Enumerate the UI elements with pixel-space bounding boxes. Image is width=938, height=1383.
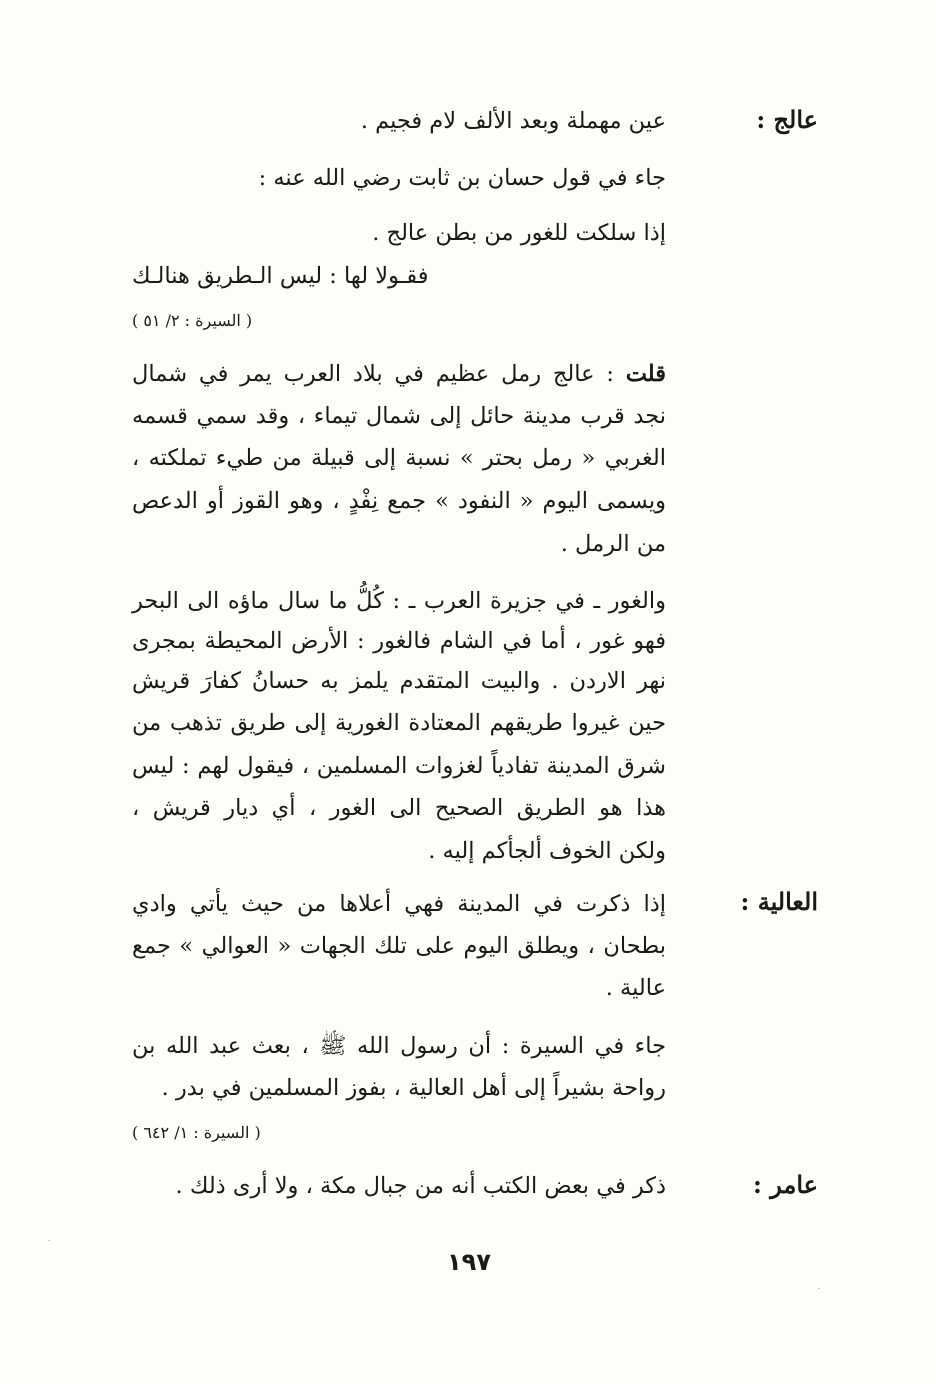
page-number: ١٩٧ <box>447 1248 491 1276</box>
entry-line: جاء في قول حسان بن ثابت رضي الله عنه : <box>258 165 666 191</box>
entry-line: إذا ذكرت في المدينة فهي أعلاها من حيث يأتي وادي <box>132 891 666 917</box>
para-line: والغور ـ في جزيرة العرب ـ : كُلُّ ما سال ماؤه الى البحر <box>132 588 666 614</box>
entry-line: ذكر في بعض الكتب أنه من جبال مكة ، ولا أرى ذلك . <box>175 1173 666 1199</box>
entry-line: بطحان ، ويطلق اليوم على تلك الجهات « العوالي » جمع <box>132 933 666 959</box>
note-line: قلت : عالج رمل عظيم في بلاد العرب يمر في شمال <box>132 361 666 387</box>
poem-line: فقـولا لها : ليس الـطريق هنالـك <box>132 263 429 289</box>
entry-line: عين مهملة وبعد الألف لام فجيم . <box>360 108 666 134</box>
scan-speck <box>818 1288 820 1289</box>
note-line: الغربي « رمل بحتر » نسبة إلى قبيلة من طيء تملكته ، <box>132 445 666 471</box>
quote-line: جاء في السيرة : أن رسول الله ﷺ ، بعث عبد الله بن <box>132 1033 666 1059</box>
para-line: شرق المدينة تفادياً لغزوات المسلمين ، فيقول لهم : ليس <box>132 753 666 779</box>
citation: ( السيرة : ٢/ ٥١ ) <box>132 311 253 330</box>
headword-amir: عامر : <box>753 1170 818 1199</box>
note-line: من الرمل . <box>560 531 666 557</box>
poem-line: إذا سلكت للغور من بطن عالج . <box>372 220 666 246</box>
note-lead: قلت <box>625 361 666 387</box>
headword-alij: عالج : <box>756 105 818 134</box>
para-line: هذا هو الطريق الصحيح الى الغور ، أي ديار قريش ، <box>132 795 666 821</box>
para-line: فهو غور ، أما في الشام فالغور : الأرض المحيطة بمجرى <box>132 628 666 654</box>
scan-speck <box>48 1240 50 1241</box>
entry-line: عالية . <box>605 975 666 1001</box>
para-line: ولكن الخوف ألجأكم إليه . <box>428 838 666 864</box>
note-line: ويسمى اليوم « النفود » جمع نِفْدٍ ، وهو القوز أو الدعص <box>132 488 666 514</box>
para-line: نهر الاردن . والبيت المتقدم يلمز به حسانُ كفارَ قريش <box>132 668 666 694</box>
headword-aliya: العالية : <box>740 887 818 916</box>
quote-line: رواحة بشيراً إلى أهل العالية ، بفوز المسلمين في بدر . <box>161 1075 666 1101</box>
citation: ( السيرة : ١/ ٦٤٢ ) <box>132 1123 261 1142</box>
para-line: حين غيروا طريقهم المعتادة الغورية إلى طريق تذهب من <box>132 710 666 736</box>
note-line: نجد قرب مدينة حائل إلى شمال تيماء ، وقد سمي قسمه <box>132 403 666 429</box>
